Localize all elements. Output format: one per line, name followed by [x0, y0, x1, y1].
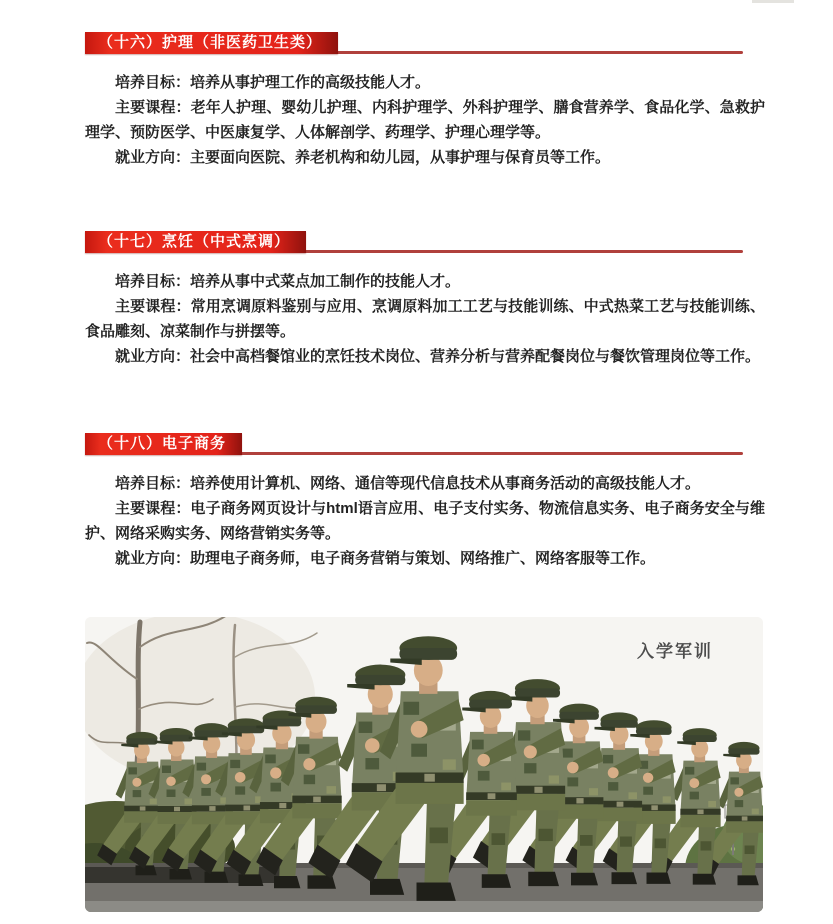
section-heading: （十七）烹饪（中式烹调）: [98, 233, 291, 250]
paragraph-careers: 就业方向：社会中高档餐馆业的烹饪技术岗位、营养分析与营养配餐岗位与餐饮管理岗位等工作。: [115, 348, 761, 365]
paragraph-objective: 培养目标：培养使用计算机、网络、通信等现代信息技术从事商务活动的高级技能人才。: [115, 475, 701, 492]
section-cooking: [85, 231, 765, 369]
paragraph-courses: 主要课程：常用烹调原料鉴别与应用、烹调原料加工工艺与技能训练、中式热菜工艺与技能训练、食品雕刻、凉菜制作与拼摆等。: [85, 298, 765, 340]
photo-caption: 入学军训: [637, 642, 713, 661]
section-nursing: [85, 32, 765, 170]
paragraph-courses: 主要课程：电子商务网页设计与html语言应用、电子支付实务、物流信息实务、电子商务安全与维护、网络采购实务、网络营销实务等。: [85, 500, 765, 542]
section-header-row: [85, 231, 765, 253]
section-heading: （十六）护理（非医药卫生类）: [98, 34, 323, 51]
section-banner: [85, 433, 242, 455]
paragraph-careers: 就业方向：主要面向医院、养老机构和幼儿园，从事护理与保育员等工作。: [115, 149, 611, 166]
paragraph-careers: 就业方向：助理电子商务师，电子商务营销与策划、网络推广、网络客服等工作。: [115, 550, 656, 567]
section-header-row: [85, 32, 765, 54]
section-banner: [85, 231, 306, 253]
section-body: [85, 471, 765, 571]
section-body: [85, 269, 765, 369]
section-header-row: [85, 433, 765, 455]
page-content: [85, 32, 765, 912]
section-body: [85, 70, 765, 170]
section-banner: [85, 32, 338, 54]
military-training-photo: [85, 617, 763, 912]
paragraph-objective: 培养目标：培养从事中式菜点加工制作的技能人才。: [115, 273, 461, 290]
section-ecommerce: [85, 433, 765, 571]
section-heading: （十八）电子商务: [98, 435, 227, 452]
scan-artifact: [752, 0, 794, 3]
paragraph-objective: 培养目标：培养从事护理工作的高级技能人才。: [115, 74, 431, 91]
paragraph-courses: 主要课程：老年人护理、婴幼儿护理、内科护理学、外科护理学、膳食营养学、食品化学、急救护理学、预防医学、中医康复学、人体解剖学、药理学、护理心理学等。: [85, 99, 765, 141]
